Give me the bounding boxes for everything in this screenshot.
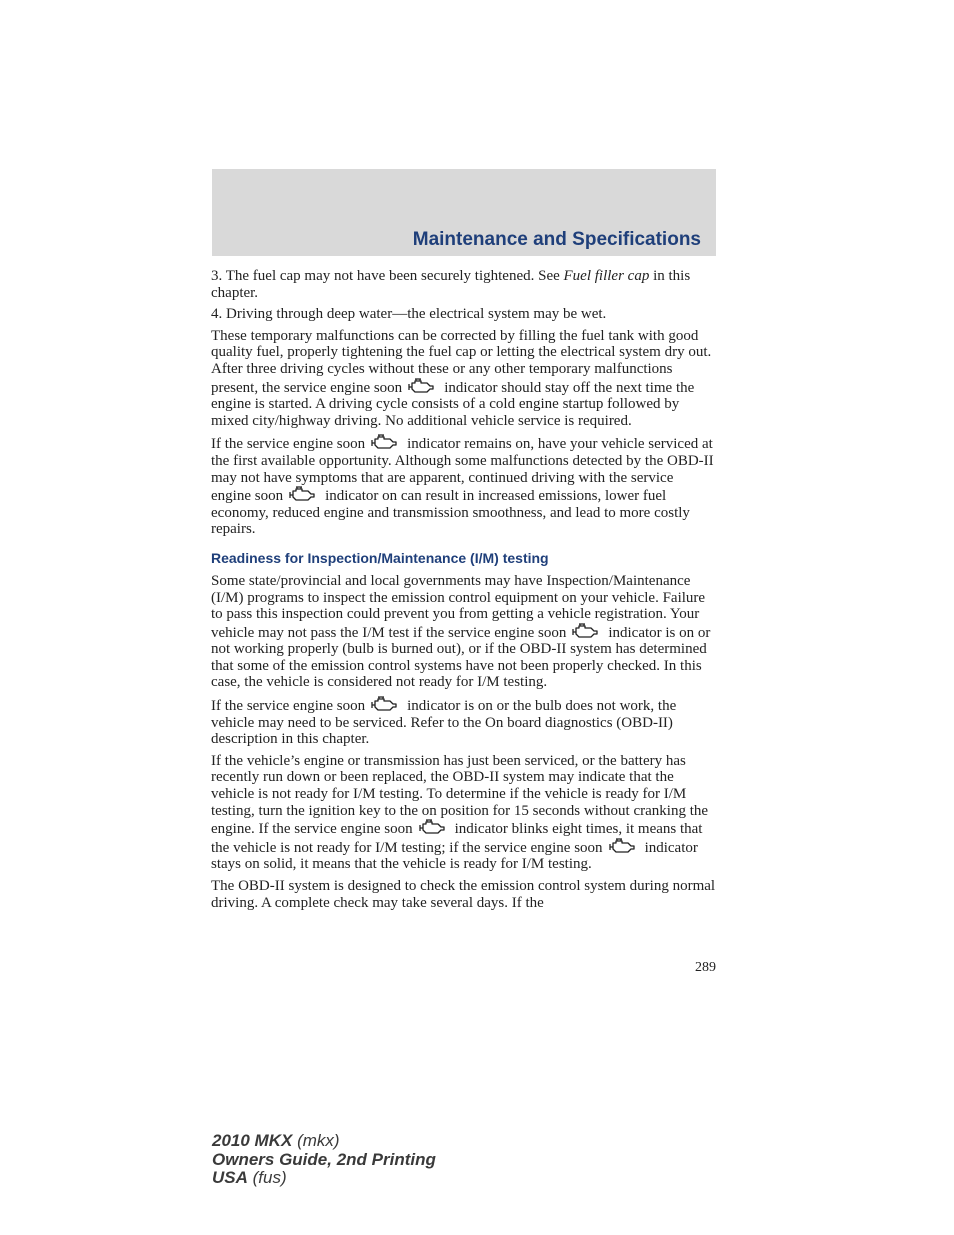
engine-icon xyxy=(570,623,600,640)
paragraph-fuel-cap: 3. The fuel cap may not have been securely tightened. See Fuel filler cap in this chapter. xyxy=(211,268,691,301)
engine-icon xyxy=(417,819,447,836)
subsection-heading: Readiness for Inspection/Maintenance (I/M) testing xyxy=(211,549,549,566)
footer-model-line: 2010 MKX (mkx) xyxy=(212,1131,340,1150)
footer-market-line: USA (fus) xyxy=(212,1168,287,1187)
page-body xyxy=(211,268,716,916)
paragraph-temporary-malfunctions: These temporary malfunctions can be corrected by filling the fuel tank with good quality fuel, properly tightening the fuel cap or letting the electrical system dry out. After three driving cycles without these or any other temporary malfunctions present, the service engine soon indicator should stay off the next time the engine is started. A driving cycle consists of a cold engine startup followed by mixed city/highway driving. No additional vehicle service is required. xyxy=(211,327,712,429)
engine-icon xyxy=(607,838,637,855)
footer-guide-line: Owners Guide, 2nd Printing xyxy=(212,1149,436,1169)
engine-icon xyxy=(287,486,317,503)
section-title: Maintenance and Specifications xyxy=(412,229,701,250)
engine-icon xyxy=(369,434,399,451)
document-footer xyxy=(212,1132,436,1188)
fuel-filler-cap-reference: Fuel filler cap xyxy=(563,268,650,284)
paragraph-bulb-not-work: If the service engine soon indicator is on or the bulb does not work, the vehicle may need to be serviced. Refer to the On board diagnostics (OBD-II) description in this chapter. xyxy=(211,698,677,748)
engine-icon xyxy=(406,378,436,395)
page-number: 289 xyxy=(695,960,716,975)
section-header-band xyxy=(212,169,716,256)
paragraph-obd-design: The OBD-II system is designed to check the emission control system during normal driving. A complete check may take several days. If the xyxy=(211,878,716,911)
paragraph-indicator-remains-on: If the service engine soon indicator remains on, have your vehicle serviced at the first available opportunity. Although some malfunctions detected by the OBD-II may not have symptoms that are apparent, continued driving with the service engine soon indicator on can result in increased emissions, lower fuel economy, reduced engine and transmission smoothness, and lead to more costly repairs. xyxy=(211,436,714,538)
paragraph-im-programs: Some state/provincial and local governments may have Inspection/Maintenance (I/M) programs to inspect the emission control equipment on your vehicle. Failure to pass this inspection could prevent you from getting a vehicle registration. Your vehicle may not pass the I/M test if the service engine soon indicator is on or not working properly (bulb is burned out), or if the OBD-II system has determined that some of the emission control systems have not been properly checked. In this case, the vehicle is considered not ready for I/M testing. xyxy=(211,572,711,691)
paragraph-readiness-check: If the vehicle’s engine or transmission has just been serviced, or the battery has recently run down or been replaced, the OBD-II system may indicate that the vehicle is not ready for I/M testing. To determine if the vehicle is ready for I/M testing, turn the ignition key to the on position for 15 seconds without cranking the engine. If the service engine soon indicator blinks eight times, it means that the vehicle is not ready for I/M testing; if the service engine soon indicator stays on solid, it means that the vehicle is ready for I/M testing. xyxy=(211,752,709,873)
paragraph-deep-water: 4. Driving through deep water—the electrical system may be wet. xyxy=(211,306,607,323)
engine-icon xyxy=(369,696,399,713)
